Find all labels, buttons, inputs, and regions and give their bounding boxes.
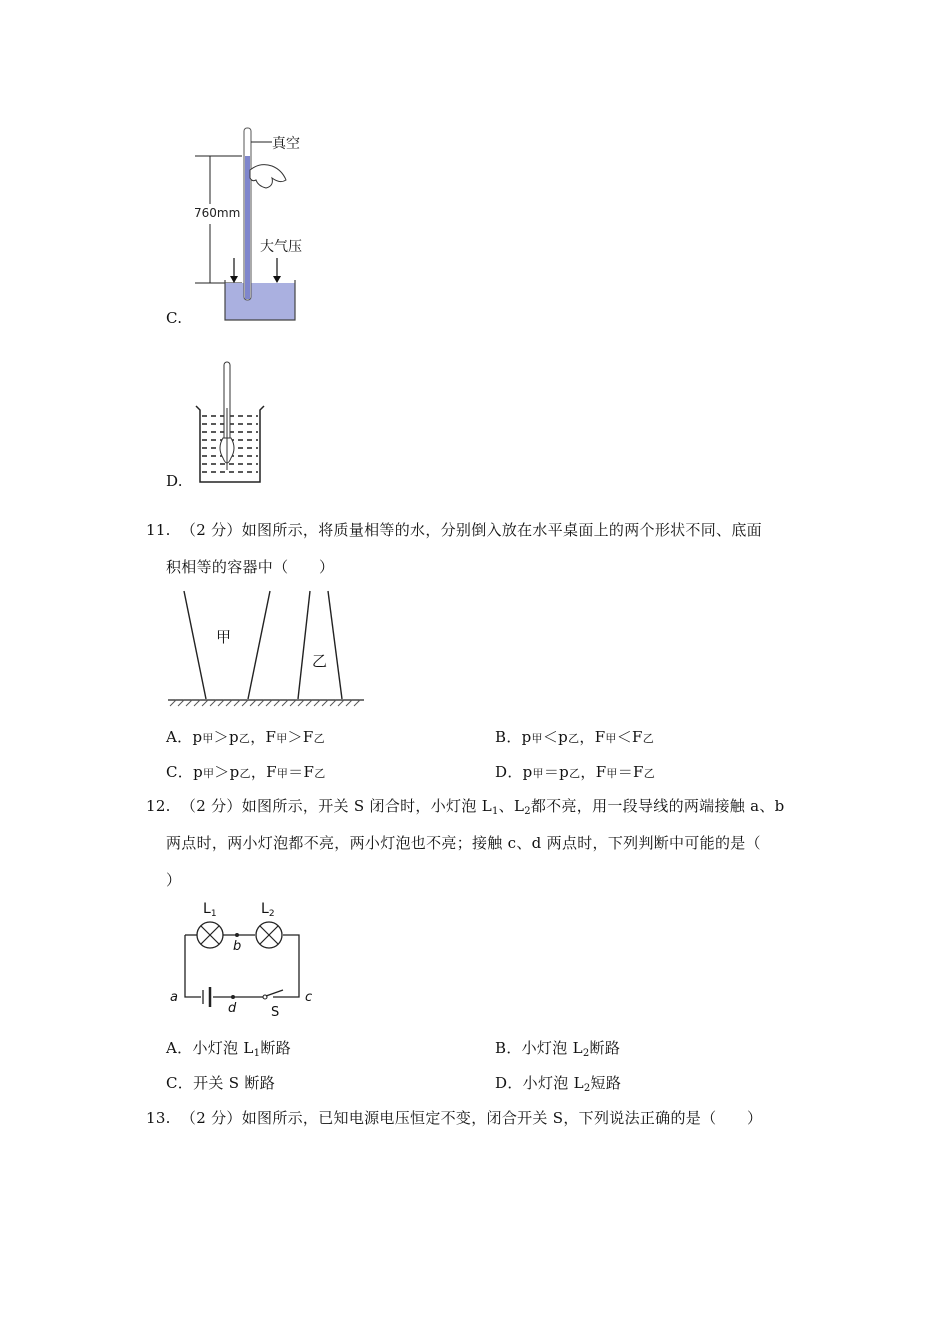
beaker-figure: [190, 358, 270, 488]
question-11-line-1: [146, 519, 762, 540]
option-d-label: D.: [166, 472, 183, 490]
point-a-label: a: [170, 990, 178, 1005]
question-text: 如图所示，将质量相等的水，分别倒入放在水平桌面上的两个形状不同、底面: [241, 521, 762, 539]
switch-label: S: [271, 1005, 280, 1020]
q11-option-d[interactable]: D．p甲＝p乙，F甲＝F乙: [495, 763, 656, 781]
point-c-label: c: [305, 990, 313, 1005]
point-d-label: d: [228, 1001, 237, 1016]
mercury-column: [245, 156, 250, 299]
q12-option-c[interactable]: C．开关 S 断路: [166, 1074, 275, 1092]
q11-option-b[interactable]: B．p甲＜p乙，F甲＜F乙: [495, 728, 655, 746]
q12-option-b[interactable]: B．小灯泡 $L_2$断路: [495, 1039, 621, 1059]
table-hatching: [170, 700, 360, 706]
question-12-line-3: ）: [166, 871, 182, 889]
question-13-line-1: [146, 1107, 762, 1128]
torricelli-figure: [180, 120, 330, 330]
q12-option-d[interactable]: D．小灯泡 $L_2$短路: [495, 1074, 622, 1094]
container-jia-right-wall: [248, 591, 270, 699]
atm-label: 大气压: [260, 239, 302, 255]
question-score: （2 分）: [180, 521, 242, 539]
vacuum-label: 真空: [272, 136, 300, 152]
option-c-label: C.: [166, 309, 183, 327]
question-11-line-2: 积相等的容器中（ ）: [166, 558, 335, 576]
question-12-line-2: 两点时，两小灯泡都不亮，两小灯泡也不亮；接触 c、d 两点时，下列判断中可能的是（: [166, 834, 761, 852]
point-d-dot: [231, 995, 235, 999]
question-number: 13.: [146, 1109, 171, 1127]
left-arrow-head: [230, 276, 238, 283]
container-yi-right-wall: [328, 591, 342, 699]
wire-left: [185, 935, 201, 997]
hand-icon: [250, 165, 286, 188]
switch-lever: [266, 990, 283, 996]
point-b-dot: [235, 933, 239, 937]
container-yi-label: 乙: [312, 652, 328, 670]
question-score: （2 分）: [180, 797, 242, 815]
height-label: 760mm: [194, 206, 241, 220]
container-jia-left-wall: [184, 591, 206, 699]
question-number: 12.: [146, 797, 171, 815]
q12-option-a[interactable]: A．小灯泡 $L_1$断路: [166, 1039, 291, 1059]
l2-label: $L_2$: [261, 901, 275, 919]
question-number: 11.: [146, 521, 171, 539]
containers-figure: [168, 588, 368, 710]
q11-option-a[interactable]: A．p甲＞p乙，F甲＞F乙: [166, 728, 325, 746]
right-arrow-head: [273, 276, 281, 283]
container-yi-left-wall: [298, 591, 310, 699]
q11-option-c[interactable]: C．p甲＞p乙，F甲＝F乙: [166, 763, 326, 781]
question-score: （2 分）: [180, 1109, 242, 1127]
circuit-figure: [165, 898, 325, 1023]
question-text: 如图所示，已知电源电压恒定不变，闭合开关 S，下列说法正确的是（ ）: [241, 1109, 763, 1127]
mercury-trough: [225, 283, 295, 320]
l1-label: $L_1$: [203, 901, 217, 919]
question-12-line-1: 12. （2 分）如图所示，开关 S 闭合时，小灯泡 $L_1$、$L_2$都不亮，用一段导线的两端接触 a、b: [146, 797, 785, 817]
container-jia-label: 甲: [216, 628, 232, 646]
point-b-label: b: [233, 939, 242, 954]
